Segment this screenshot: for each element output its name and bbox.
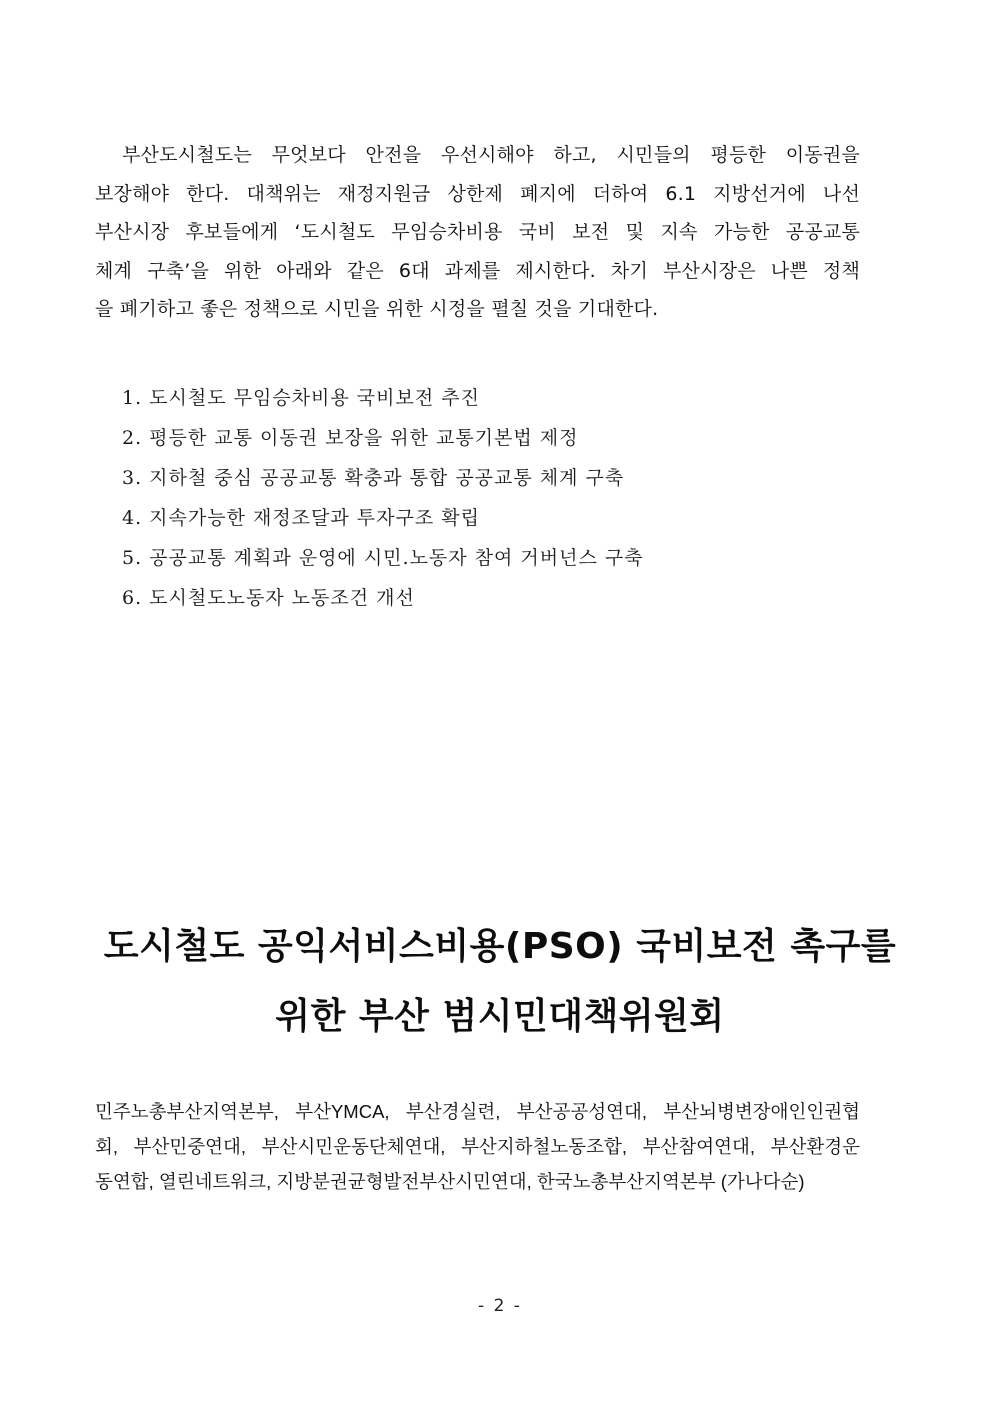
member-line: 동연합, 열린네트워크, 지방분권균형발전부산시민연대, 한국노총부산지역본부 (가나다순)	[95, 1171, 805, 1192]
member-organizations	[95, 1094, 860, 1199]
page-number: - 2 -	[478, 1296, 522, 1316]
task-item: 3. 지하철 중심 공공교통 확충과 통합 공공교통 체계 구축	[122, 467, 625, 489]
intro-line: 을 폐기하고 좋은 정책으로 시민을 위한 시정을 펼칠 것을 기대한다.	[95, 298, 659, 320]
task-item: 2. 평등한 교통 이동권 보장을 위한 교통기본법 제정	[122, 427, 579, 449]
intro-line: 보장해야 한다. 대책위는 재정지원금 상한제 폐지에 더하여 6.1 지방선거에 나선	[95, 182, 860, 205]
member-line: 회, 부산민중연대, 부산시민운동단체연대, 부산지하철노동조합, 부산참여연대, 부산환경운	[95, 1136, 860, 1157]
task-item: 5. 공공교통 계획과 운영에 시민.노동자 참여 거버넌스 구축	[122, 547, 644, 569]
organization-title-line-2: 위한 부산 범시민대책위원회	[275, 996, 725, 1037]
task-item: 1. 도시철도 무임승차비용 국비보전 추진	[122, 387, 480, 409]
organization-title	[0, 912, 1000, 1052]
intro-line: 부산시장 후보들에게 ‘도시철도 무임승차비용 국비 보전 및 지속 가능한 공공교통	[95, 221, 860, 243]
task-item: 4. 지속가능한 재정조달과 투자구조 확립	[122, 507, 480, 529]
task-item: 6. 도시철도노동자 노동조건 개선	[122, 587, 415, 609]
intro-paragraph	[95, 136, 860, 329]
intro-line: 체계 구축’을 위한 아래와 같은 6대 과제를 제시한다. 차기 부산시장은 나쁜 정책	[95, 259, 860, 282]
task-list	[122, 378, 644, 618]
organization-title-line-1: 도시철도 공익서비스비용(PSO) 국비보전 촉구를	[103, 926, 897, 967]
member-line: 민주노총부산지역본부, 부산YMCA, 부산경실련, 부산공공성연대, 부산뇌병변장애인인권협	[95, 1101, 860, 1122]
intro-line: 부산도시철도는 무엇보다 안전을 우선시해야 하고, 시민들의 평등한 이동권을	[122, 144, 860, 166]
